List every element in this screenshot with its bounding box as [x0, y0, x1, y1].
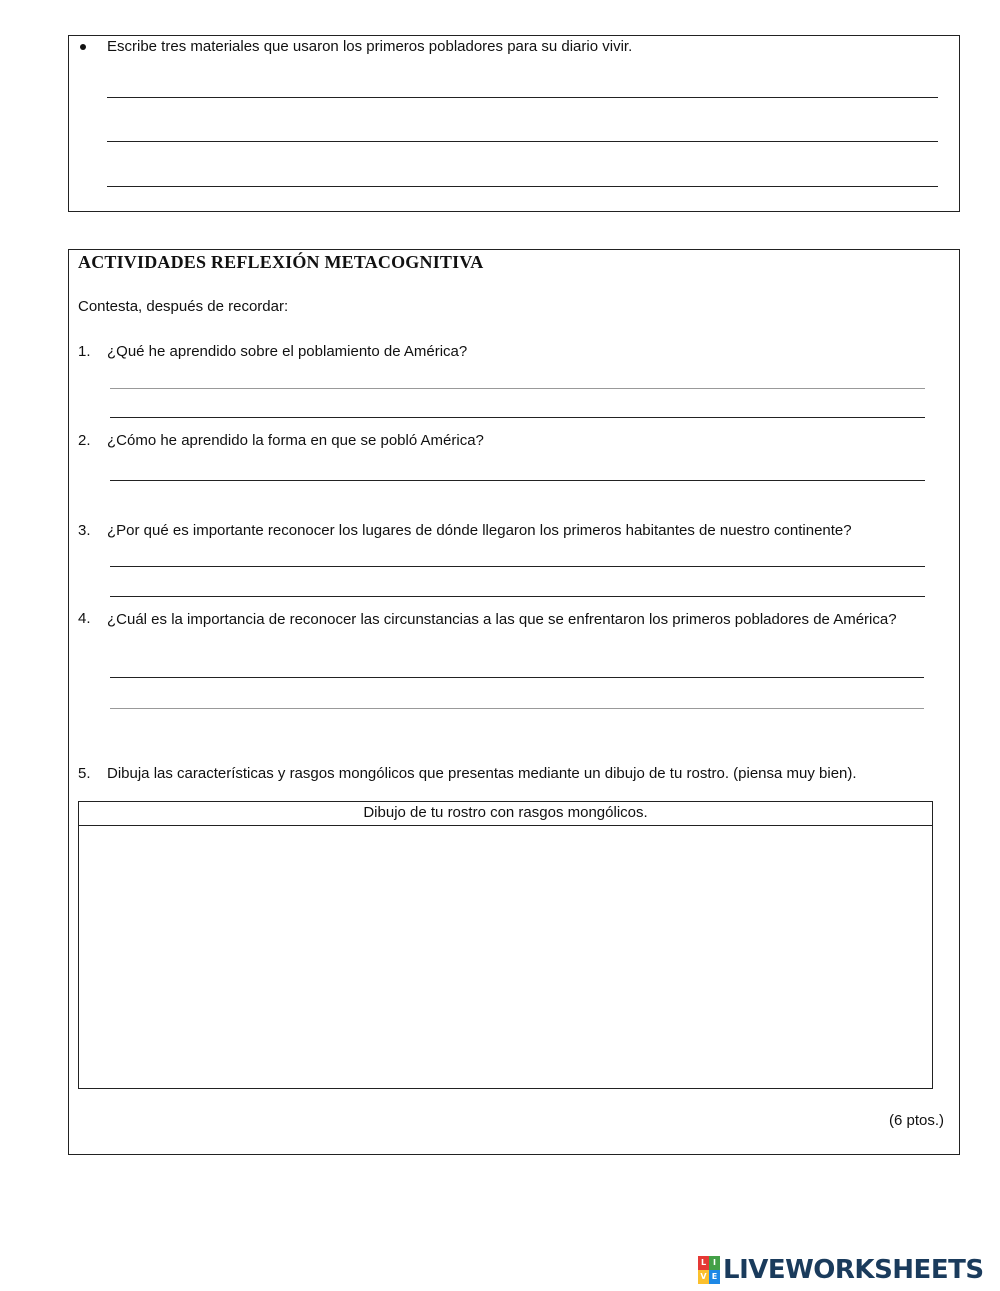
question-number: 3. [78, 522, 91, 539]
answer-line[interactable] [110, 388, 925, 389]
section-title: ACTIVIDADES REFLEXIÓN METACOGNITIVA [78, 252, 484, 272]
answer-line-2[interactable] [107, 141, 938, 142]
brand-name: LIVEWORKSHEETS [723, 1255, 984, 1285]
answer-line[interactable] [110, 596, 925, 597]
points-label: (6 ptos.) [889, 1112, 945, 1129]
intro-text: Contesta, después de recordar: [78, 298, 289, 315]
answer-line-1[interactable] [107, 97, 938, 98]
answer-line-3[interactable] [107, 186, 938, 187]
bullet-icon [80, 44, 86, 50]
liveworksheets-logo-icon [698, 1256, 720, 1284]
liveworksheets-logo [698, 1255, 984, 1285]
answer-line[interactable] [110, 417, 925, 418]
question-number: 1. [78, 343, 91, 360]
answer-line[interactable] [110, 566, 925, 567]
answer-line[interactable] [110, 480, 925, 481]
question-number: 2. [78, 432, 91, 449]
logo-letter: L [698, 1256, 709, 1270]
logo-letter: E [709, 1270, 720, 1284]
question-number: 4. [78, 610, 91, 627]
logo-letter: I [709, 1256, 720, 1270]
drawing-box-header: Dibujo de tu rostro con rasgos mongólicos. [79, 802, 932, 826]
question-text: Dibuja las características y rasgos mongólicos que presentas mediante un dibujo de tu rostro. (piensa muy bien). [107, 765, 857, 782]
drawing-area[interactable] [79, 826, 932, 1088]
question-text: ¿Cómo he aprendido la forma en que se pobló América? [107, 432, 484, 449]
question-text: ¿Cuál es la importancia de reconocer las circunstancias a las que se enfrentaron los primeros pobladores de América? [107, 611, 897, 628]
question-number: 5. [78, 765, 91, 782]
question-text: ¿Por qué es importante reconocer los lugares de dónde llegaron los primeros habitantes de nuestro continente? [107, 522, 852, 539]
question-text: ¿Qué he aprendido sobre el poblamiento de América? [107, 343, 468, 360]
answer-line[interactable] [110, 677, 924, 678]
materials-instruction: Escribe tres materiales que usaron los primeros pobladores para su diario vivir. [107, 38, 633, 55]
answer-line[interactable] [110, 708, 924, 709]
drawing-box [78, 801, 933, 1089]
logo-letter: V [698, 1270, 709, 1284]
